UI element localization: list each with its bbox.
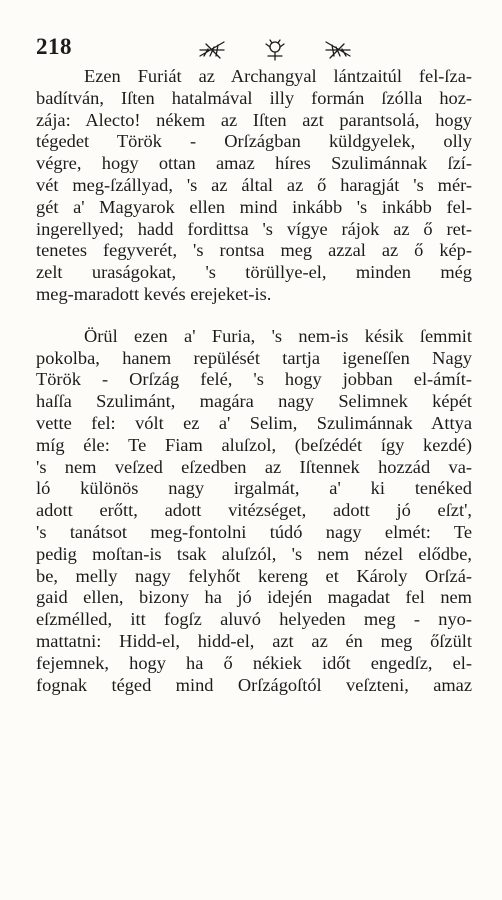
paragraph-2: [36, 326, 472, 697]
text-line: gét a' Magyarok ellen mind inkább 's inkább fel-: [36, 196, 472, 217]
text-line: tenetes fegyverét, 's rontsa meg azzal az ő kép-: [36, 240, 472, 261]
text-line: mattatni: Hidd-el, hidd-el, azt az én meg őſzült: [36, 630, 472, 651]
paragraph-gap: [36, 306, 472, 326]
paragraph-1: [36, 66, 472, 306]
text-line: be, melly nagy felyhőt kereng et Károly Orſzá-: [36, 565, 472, 586]
text-line: pokolba, hanem repülését tartja igeneſſen Nagy: [36, 347, 472, 368]
text-line: 's nem veſzed eſzedben az Iſtennek hozzád va-: [36, 456, 472, 477]
text-line: 's tanátsot meg-fontolni túdó nagy elmét: Te: [36, 521, 472, 542]
text-line: vét meg-ſzállyad, 's az által az ő haragját 's mér-: [36, 174, 472, 195]
text-line: tégedet Török - Orſzágban küldgyelek, olly: [36, 131, 472, 152]
page-header: [36, 34, 466, 64]
text-line: Ezen Furiát az Archangyal lántzaitúl fel-ſza-: [84, 66, 472, 86]
text-line: ingerellyed; hadd fordittsa 's vígye rájok az ő ret-: [36, 218, 472, 239]
text-line: zelt uraságokat, 's törüllye-el, minden még: [36, 262, 472, 283]
text-line: zája: Alecto! nékem az Iſten azt parantsolá, hogy: [36, 109, 472, 130]
text-line: haſſa Szulimánt, magára nagy Selimnek képét: [36, 391, 472, 412]
text-line: Török - Orſzág felé, 's hogy jobban el-ámít-: [36, 369, 472, 390]
text-line: vette fel: vólt ez a' Selim, Szulimánnak Attya: [36, 412, 472, 433]
text-line: pedig moſtan-is tsak aluſzól, 's nem nézel elődbe,: [36, 543, 472, 564]
text-line: gaid ellen, bizony ha jó idején magadat fel nem: [36, 587, 472, 608]
text-line: eſzmélled, itt fogſz aluvó helyeden meg - nyo-: [36, 609, 472, 630]
fleuron-ornament-icon: [194, 36, 356, 62]
body-text: [36, 66, 472, 696]
page-number: 218: [36, 34, 72, 59]
text-line: fognak téged mind Orſzágoſtól veſzteni, amaz: [36, 674, 472, 695]
text-line: Örül ezen a' Furia, 's nem-is késik ſemmit: [84, 325, 472, 346]
text-line: adott erőtt, adott vitézséget, adott jó eſzt',: [36, 500, 472, 521]
text-line: végre, hogy ottan amaz híres Szulimánnak ſzí-: [36, 153, 472, 174]
text-line: ló különös nagy irgalmát, a' ki tenéked: [36, 478, 472, 499]
text-line: badítván, Iſten hatalmával illy formán ſzólla hoz-: [36, 87, 472, 108]
text-line: meg-maradott kevés erejeket-is.: [36, 283, 272, 304]
text-line: míg éle: Te Fiam aluſzol, (beſzédét így kezdé): [36, 434, 472, 455]
text-line: fejemnek, hogy ha ő nékiek időt engedſz, el-: [36, 652, 472, 673]
